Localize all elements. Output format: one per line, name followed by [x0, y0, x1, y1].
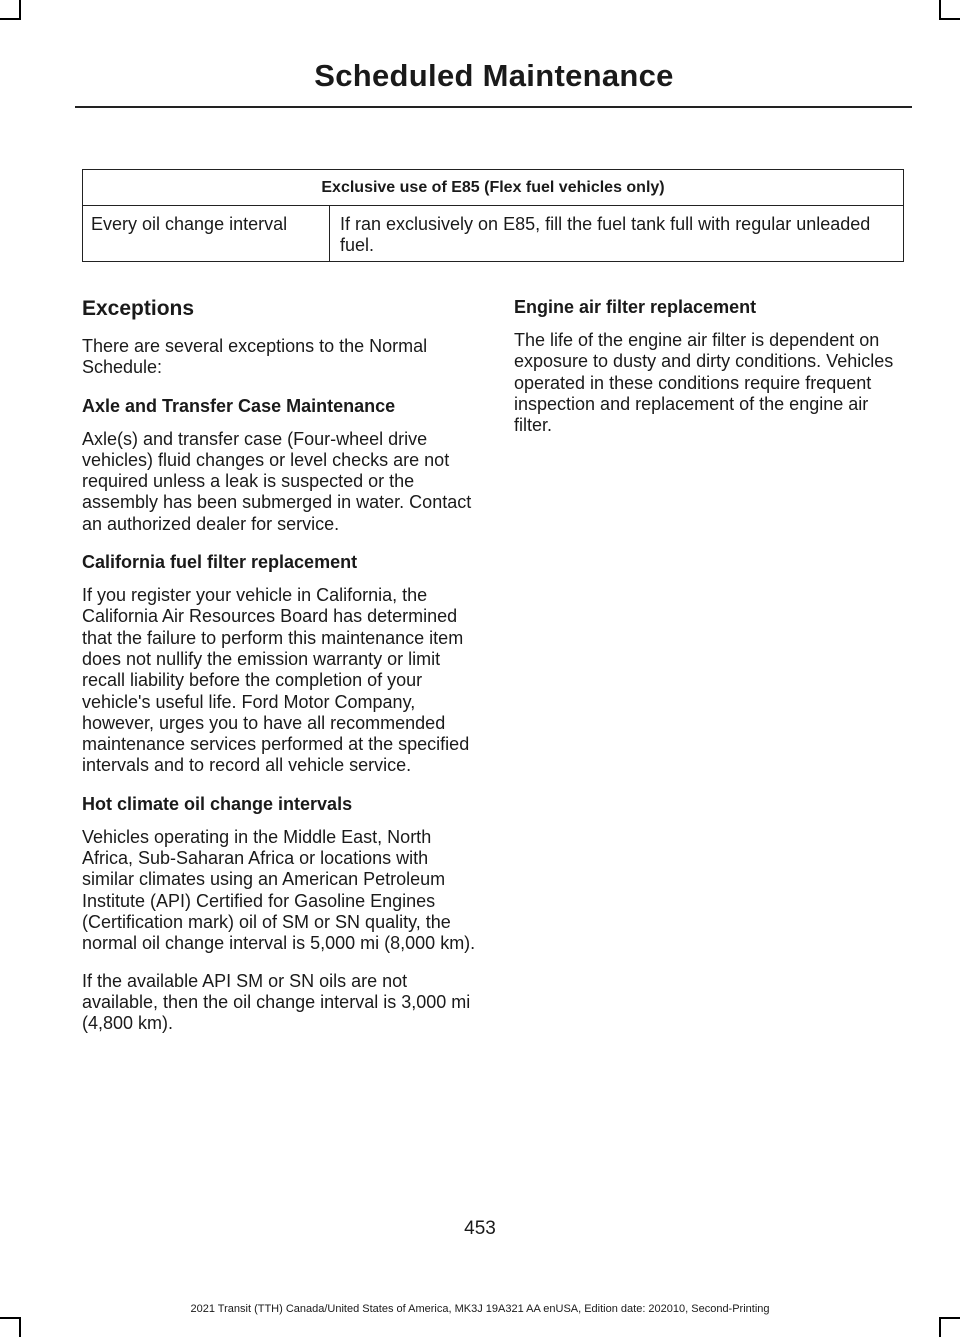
- crop-mark: [939, 1317, 941, 1337]
- page-number: 453: [464, 1218, 496, 1239]
- paragraph: Vehicles operating in the Middle East, North Africa, Sub-Saharan Africa or locations with similar climates using an American Petroleum Institute (API) Certified for Gasoline Engines (Certification mark) oil of SM or SN quality, the normal oil change interval is 5,000 mi (8,000 km).: [82, 826, 476, 954]
- table-cell-interval: Every oil change interval: [91, 214, 288, 234]
- table-heading: Exclusive use of E85 (Flex fuel vehicles only): [83, 170, 903, 206]
- page-title: Scheduled Maintenance: [314, 58, 674, 93]
- left-column: [82, 296, 478, 1050]
- subsection-heading: California fuel filter replacement: [82, 552, 358, 573]
- section-title: Exceptions: [82, 297, 195, 320]
- crop-mark: [19, 1317, 21, 1337]
- paragraph: If you register your vehicle in California, the California Air Resources Board has determined that the failure to perform this maintenance item does not nullify the emission warranty or limit recall liability before the completion of your vehicle's useful life. Ford Motor Company, however, urges you to have all recommended maintenance services performed at the specified intervals and to record all vehicle service.: [82, 585, 470, 776]
- table-column-divider: [329, 205, 330, 261]
- paragraph: Axle(s) and transfer case (Four-wheel drive vehicles) fluid changes or level checks are not required unless a leak is suspected or the assembly has been submerged in water. Contact an authorized dealer for service.: [82, 428, 472, 534]
- subsection-heading: Engine air filter replacement: [514, 297, 757, 317]
- subsection-heading: Axle and Transfer Case Maintenance: [82, 395, 396, 416]
- crop-mark: [939, 0, 941, 20]
- crop-mark: [0, 18, 21, 20]
- crop-mark: [0, 1317, 21, 1319]
- table-cell-action: If ran exclusively on E85, fill the fuel tank full with regular unleaded fuel.: [340, 214, 871, 255]
- crop-mark: [939, 1317, 960, 1319]
- section-intro: There are several exceptions to the Normal Schedule:: [82, 336, 428, 378]
- e85-table: [82, 169, 904, 262]
- paragraph: The life of the engine air filter is dependent on exposure to dusty and dirty conditions. Vehicles operated in these conditions require frequent inspection and replacement of the engine air filter.: [514, 330, 894, 436]
- subsection-heading: Hot climate oil change intervals: [82, 793, 353, 814]
- right-column: [514, 296, 910, 452]
- header-divider: [75, 106, 912, 108]
- paragraph: If the available API SM or SN oils are not available, then the oil change interval is 3,000 mi (4,800 km).: [82, 970, 471, 1034]
- crop-mark: [19, 0, 21, 20]
- footer-text: 2021 Transit (TTH) Canada/United States of America, MK3J 19A321 AA enUSA, Edition date: 202010, Second-Printing: [190, 1303, 770, 1315]
- crop-mark: [939, 18, 960, 20]
